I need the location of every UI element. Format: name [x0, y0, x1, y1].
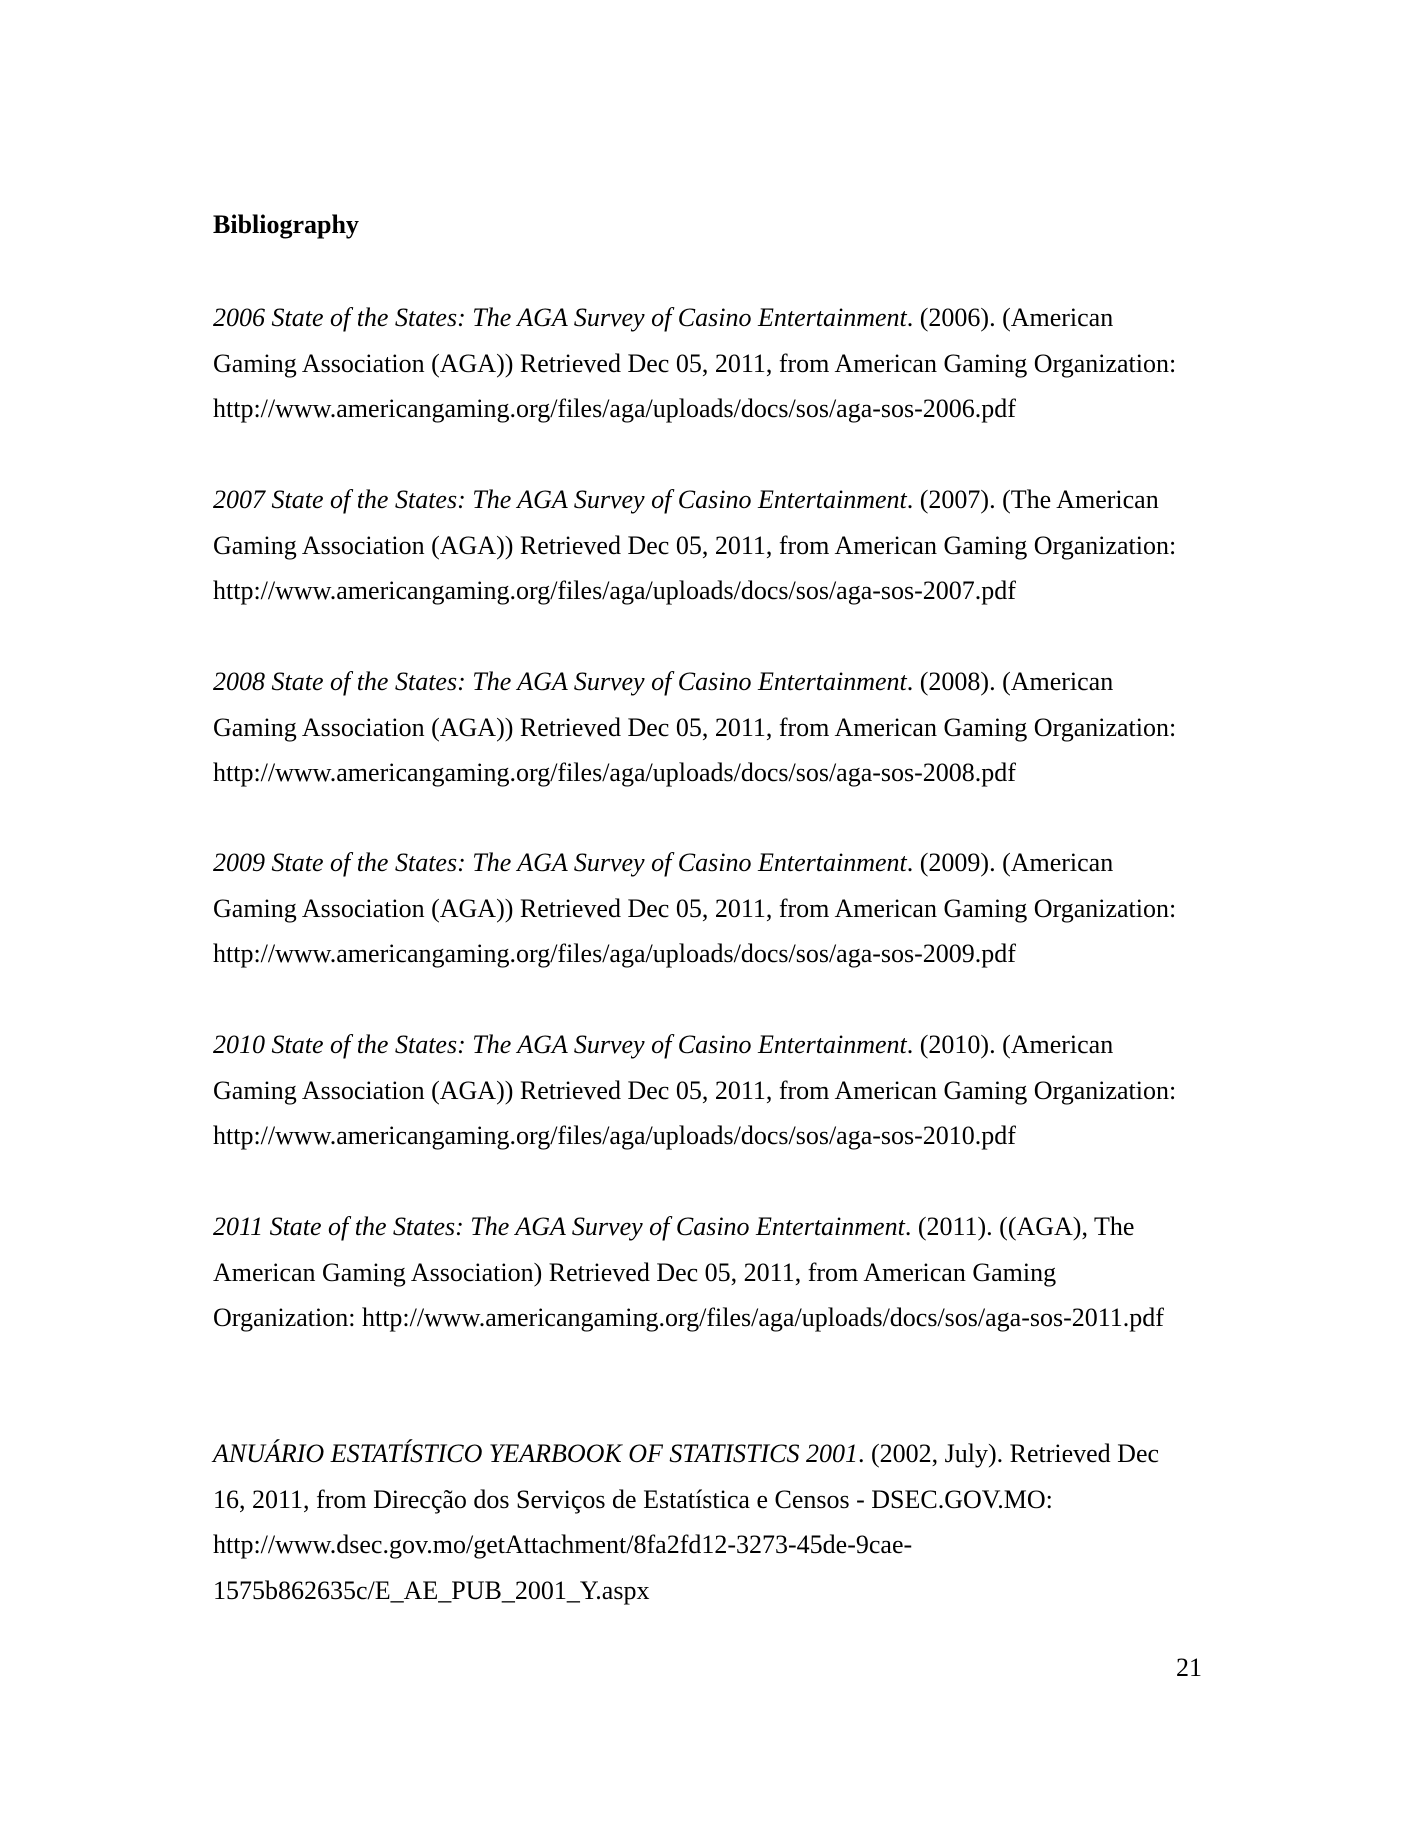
entry-line [213, 840, 1213, 886]
entry-line: Gaming Association (AGA)) Retrieved Dec 05, 2011, from American Gaming Organization: [213, 712, 1177, 742]
entry-line: Gaming Association (AGA)) Retrieved Dec 05, 2011, from American Gaming Organization: [213, 530, 1177, 560]
entry-title: 2009 State of the States: The AGA Survey of Casino Entertainment [213, 848, 907, 877]
entry-title: 2011 State of the States: The AGA Survey of Casino Entertainment [213, 1212, 905, 1241]
entry-url: http://www.americangaming.org/files/aga/uploads/docs/sos/aga-sos-2007.pdf [213, 576, 1016, 605]
entry-line [213, 477, 1213, 523]
entry-text: . (2009). (American [906, 848, 1114, 877]
entry-title: 2006 State of the States: The AGA Survey of Casino Entertainment [213, 303, 907, 332]
entry-line [213, 1204, 1213, 1250]
bibliography-entry-2008 [213, 659, 1213, 796]
entry-title: 2008 State of the States: The AGA Survey of Casino Entertainment [213, 667, 907, 696]
entry-url: http://www.americangaming.org/files/aga/uploads/docs/sos/aga-sos-2009.pdf [213, 939, 1016, 968]
bibliography-entry-2006 [213, 295, 1213, 432]
entry-url: http://www.americangaming.org/files/aga/uploads/docs/sos/aga-sos-2010.pdf [213, 1121, 1016, 1150]
entry-title: ANUÁRIO ESTATÍSTICO YEARBOOK OF STATISTICS 2001 [213, 1439, 858, 1468]
entry-line: American Gaming Association) Retrieved Dec 05, 2011, from American Gaming [213, 1257, 1057, 1287]
entry-line: Gaming Association (AGA)) Retrieved Dec 05, 2011, from American Gaming Organization: [213, 1075, 1177, 1105]
entry-url: http://www.americangaming.org/files/aga/uploads/docs/sos/aga-sos-2006.pdf [213, 394, 1016, 423]
bibliography-entry-yearbook-2001 [213, 1431, 1213, 1613]
bibliography-heading: Bibliography [213, 210, 359, 239]
entry-url: Organization: http://www.americangaming.org/files/aga/uploads/docs/sos/aga-sos-2011.pdf [213, 1303, 1164, 1332]
entry-text: . (2007). (The American [906, 485, 1159, 514]
page-number: 21 [1176, 1653, 1202, 1682]
entry-text: . (2011). ((AGA), The [904, 1212, 1135, 1241]
bibliography-entry-2011 [213, 1204, 1213, 1341]
bibliography-entry-2007 [213, 477, 1213, 614]
entry-line [213, 1431, 1213, 1477]
entry-text: . (2010). (American [906, 1030, 1114, 1059]
entry-line [213, 659, 1213, 705]
entry-text: . (2006). (American [906, 303, 1114, 332]
entry-line: Gaming Association (AGA)) Retrieved Dec 05, 2011, from American Gaming Organization: [213, 893, 1177, 923]
entry-line [213, 1022, 1213, 1068]
entry-url: http://www.americangaming.org/files/aga/uploads/docs/sos/aga-sos-2008.pdf [213, 758, 1016, 787]
entry-line: Gaming Association (AGA)) Retrieved Dec 05, 2011, from American Gaming Organization: [213, 348, 1177, 378]
entry-url: http://www.dsec.gov.mo/getAttachment/8fa2fd12-3273-45de-9cae- [213, 1530, 913, 1559]
entry-url-continued: 1575b862635c/E_AE_PUB_2001_Y.aspx [213, 1575, 650, 1605]
bibliography-entry-2009 [213, 840, 1213, 977]
entry-text: . (2008). (American [906, 667, 1114, 696]
entry-text: . (2002, July). Retrieved Dec [857, 1439, 1160, 1468]
entry-line [213, 295, 1213, 341]
entry-line: 16, 2011, from Direcção dos Serviços de Estatística e Censos - DSEC.GOV.MO: [213, 1484, 1053, 1514]
bibliography-entry-2010 [213, 1022, 1213, 1159]
entry-title: 2007 State of the States: The AGA Survey of Casino Entertainment [213, 485, 907, 514]
entry-title: 2010 State of the States: The AGA Survey of Casino Entertainment [213, 1030, 907, 1059]
